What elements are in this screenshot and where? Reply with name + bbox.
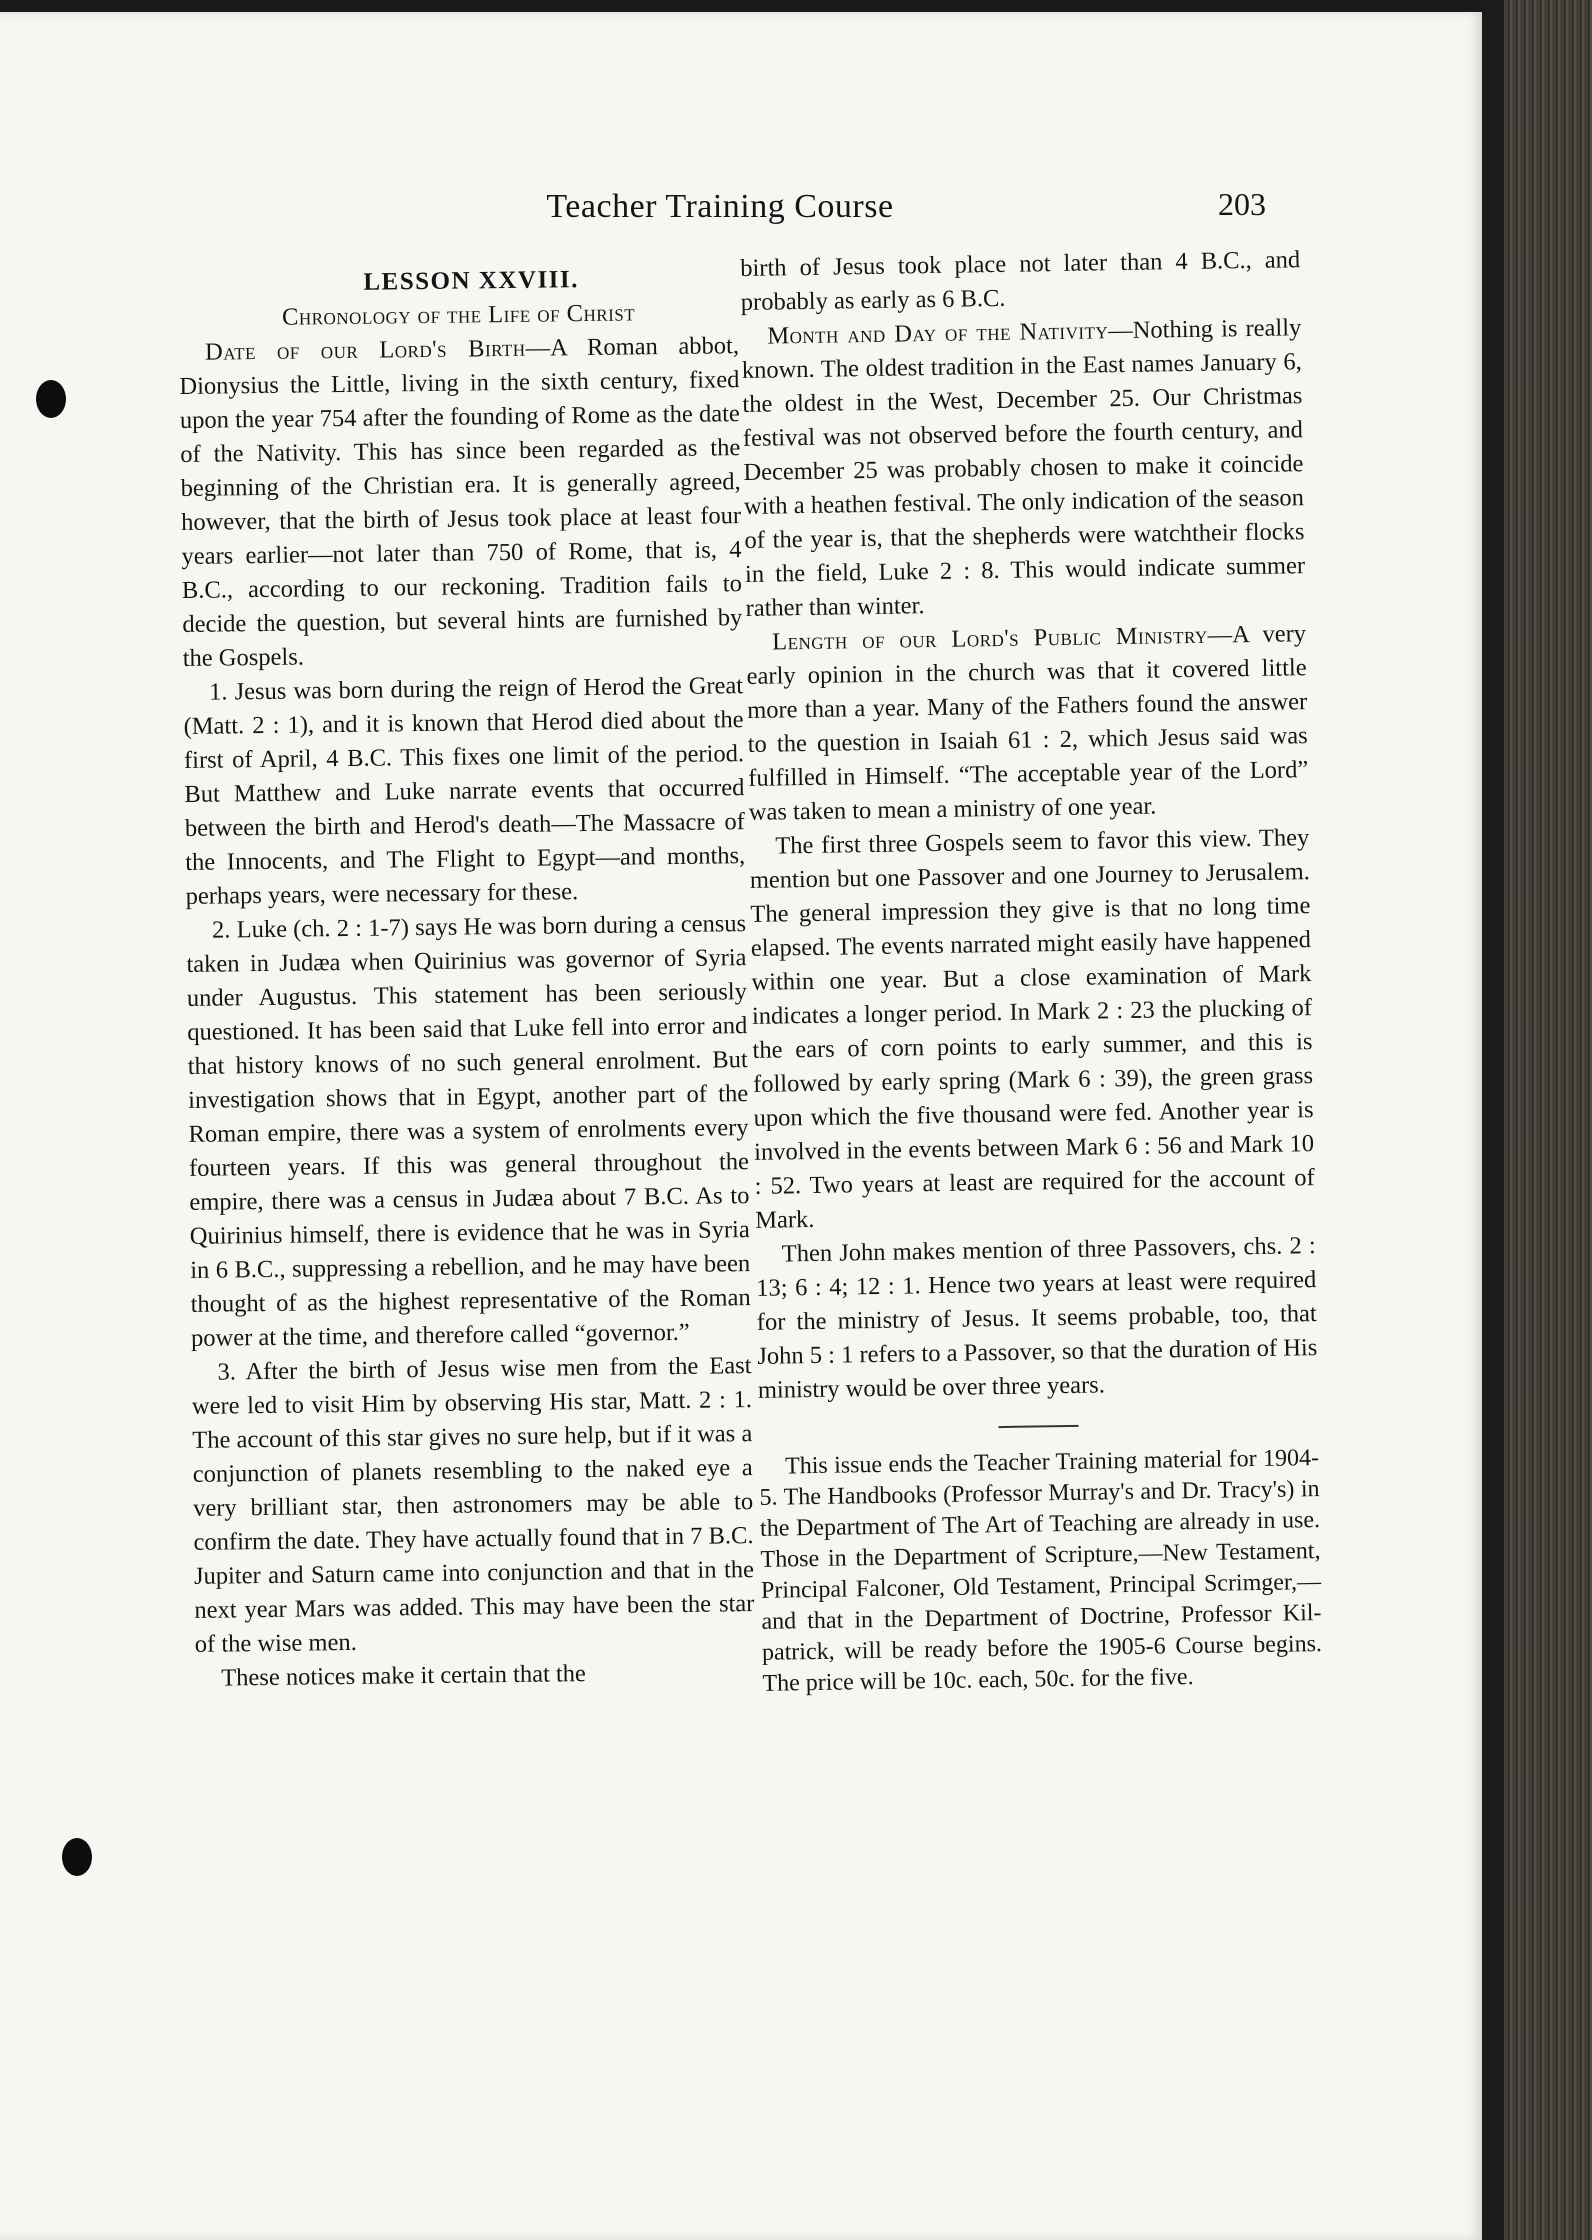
closing-paragraph-end: birth of Jesus took place not later than 4 B.C., and probably as early as 6 B.C. (740, 246, 1301, 316)
synoptic-gospels-paragraph: The first three Gospels seem to favor this view. They mention but one Passover and one Journey to Jerusalem. The general impression they give is that no long time elapsed. The events narrated might easily have happened within one year. But a close examination of Mark indicates a longer period. In Mark 2 : 23 the plucking of the ears of corn points to early summer, and this is followed by early spring (Mark 6 : 39), the green grass upon which the five thousand were fed. Another year is involved in the events between Mark 6 : 56 and Mark 10 : 52. Two years at least are required for the account of Mark. (749, 824, 1315, 1234)
nativity-paragraph (741, 311, 1306, 626)
publication-notice: This issue ends the Teacher Training material for 1904-5. The Handbooks (Professor Murray's and Dr. Tracy's) in the Department of The Art of Teaching are already in use. Those in the Department of Scripture,—New Testament, Principal Falconer, Old Testament, Principal Scrimger,—and that in the Department of Doctrine, Professor Kilpatrick, will be ready before the 1905-6 Course begins. The price will be 10c. each, 50c. for the five. (759, 1445, 1323, 1697)
ministry-length-heading: Length of our Lord's Public Ministry (771, 621, 1208, 656)
point-3-paragraph: 3. After the birth of Jesus wise men from the East were led to visit Him by observing His star, Matt. 2 : 1. The account of this star gives no sure help, but if it was a conjunction of planets resembling to the naked eye a very brilliant star, then astronomers may be able to confirm the date. They have actually found that in 7 B.C. Jupiter and Saturn came into conjunction and that in the next year Mars was added. This may have been the star of the wise men. (191, 1352, 755, 1658)
lesson-subtitle: Chronology of the Life of Christ (281, 299, 636, 331)
date-of-birth-paragraph (179, 329, 743, 676)
john-passovers-paragraph: Then John makes mention of three Passovers, chs. 2 : 13; 6 : 4; 12 : 1. Hence two years at least were required for the ministry of Jesus. It seems probable, too, that John 5 : 1 refers to a Passover, so that the duration of His ministry would be over three years. (756, 1232, 1318, 1404)
binder-hole-icon (36, 380, 66, 418)
date-of-birth-text: —A Roman abbot, Dionysius the Little, living in the sixth century, fixed upon the year 754 after the founding of Rome as the date of the Nativity. This has since been regarded as the beginning of the Christian era. It is generally agreed, however, that the birth of Jesus took place at least four years earlier—not later than 750 of Rome, that is, 4 B.C., according to our reckoning. Tradition fails to decide the question, but several hints are furnished by the Gospels. (179, 332, 743, 672)
binder-hole-icon (62, 1838, 92, 1876)
page-number: 203 (1218, 186, 1266, 222)
date-of-birth-heading: Date of our Lord's Birth (204, 334, 526, 366)
ministry-length-text: —A very early opinion in the church was that it covered little more than a year. Many of the Fathers found the answer to the question in Isaiah 61 : 2, which Jesus said was fulfilled in Himself. “The acceptable year of the Lord” was taken to mean a ministry of one year. (746, 620, 1309, 826)
point-2-paragraph: 2. Luke (ch. 2 : 1-7) says He was born during a census taken in Judæa when Quirinius was governor of Syria under Augustus. This statement has been seriously questioned. It has been said that Luke fell into error and that history knows of no such general enrolment. But investigation shows that in Egypt, another part of the Roman empire, there was a system of enrolments every fourteen years. If this was general throughout the empire, there was a census in Judæa about 7 B.C. As to Quirinius himself, there is evidence that he was in Syria in 6 B.C., suppressing a rebellion, and he may have been thought of as the highest representative of the Roman power at the time, and therefore called “governor.” (186, 910, 751, 1352)
nativity-heading: Month and Day of the Nativity (767, 317, 1109, 350)
right-column (740, 243, 1323, 1700)
closing-paragraph-start: These notices make it certain that the (221, 1660, 587, 1692)
section-divider (998, 1425, 1078, 1428)
lesson-title: LESSON XXVIII. (363, 266, 580, 296)
book-spine-shadow (1482, 0, 1504, 2240)
point-1-paragraph: 1. Jesus was born during the reign of Herod the Great (Matt. 2 : 1), and it is known that Herod died about the first of April, 4 B.C. This fixes one limit of the period. But Matthew and Luke narrate events that occurred between the birth and Herod's death—The Massacre of the Innocents, and The Flight to Egypt—and months, perhaps years, were necessary for these. (183, 672, 746, 910)
nativity-text: —Nothing is really known. The oldest tradition in the East names January 6, the oldest in the West, December 25. Our Christmas festival was not observed before the fourth century, and December 25 was probably chosen to make it coincide with a heathen festival. The only indication of the season of the year is, that the shepherds were watchtheir flocks in the field, Luke 2 : 8. This would indicate summer rather than winter. (741, 314, 1306, 622)
ministry-length-paragraph (746, 617, 1309, 830)
running-head: Teacher Training Course (546, 188, 894, 225)
left-column (178, 261, 755, 1696)
